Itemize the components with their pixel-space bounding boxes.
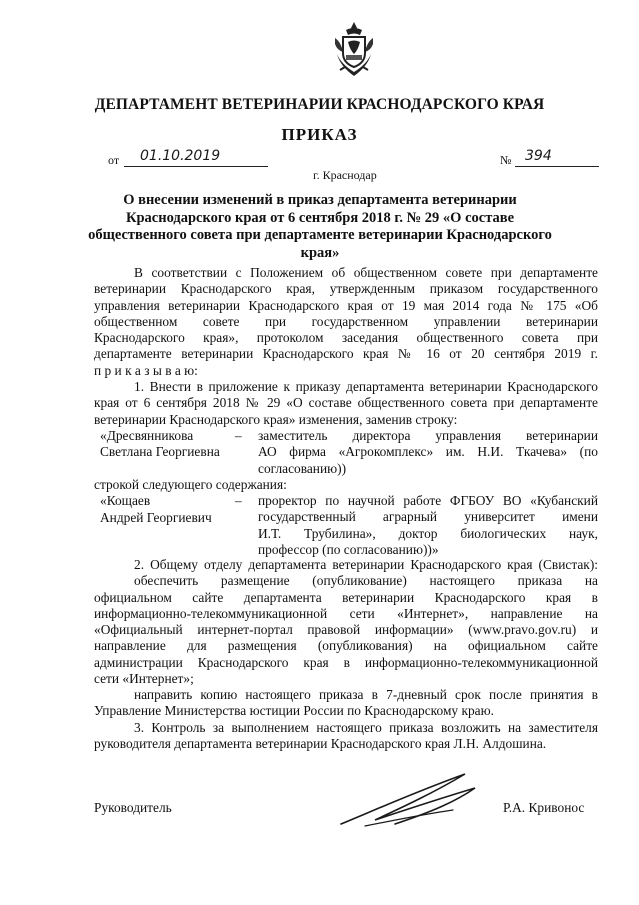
item-1-line: 1. Внести в приложение к приказу департамента ветеринарии Краснодарского xyxy=(134,379,598,394)
old-member-position-line: согласованию)) xyxy=(258,460,347,476)
item-2-line: 2. Общему отделу департамента ветеринарии Краснодарского края (Свистак): xyxy=(134,557,598,572)
item-2-line: направление для размещения (опубликования) на официальном сайте xyxy=(94,638,598,654)
item-2-line: администрации Краснодарского края в информационно-телекоммуникационной xyxy=(94,654,598,670)
preamble-line: общественном совете при государственном управлении ветеринарии xyxy=(94,313,598,329)
new-member-dash: – xyxy=(235,493,242,508)
new-member-surname: «Кощаев xyxy=(100,493,151,508)
old-member-position-line: АО фирма «Агрокомплекс» им. Н.И. Ткачева» (по xyxy=(258,444,598,460)
date-prefix: от xyxy=(108,153,120,167)
number-field xyxy=(515,149,599,167)
item-2-line: сети «Интернет»; xyxy=(94,671,194,687)
old-member-names: Светлана Георгиевна xyxy=(100,444,220,459)
item-2 xyxy=(94,557,598,687)
old-member-position-line: заместитель директора управления ветеринарии xyxy=(258,428,598,443)
department-name: ДЕПАРТАМЕНТ ВЕТЕРИНАРИИ КРАСНОДАРСКОГО КРАЯ xyxy=(94,96,545,113)
signatory-name: Р.А. Кривонос xyxy=(503,800,585,815)
signatory-title: Руководитель xyxy=(94,800,172,815)
item-2b-line: направить копию настоящего приказа в 7-дневный срок после принятия в xyxy=(134,687,598,702)
new-member-position xyxy=(258,493,598,558)
order-subject: О внесении изменений в приказ департамента ветеринарии Краснодарского края от 6 сентября 2018 г. № 29 «О составе общественного совета при департаменте ветеринарии Краснодарского края» xyxy=(88,192,552,261)
handwritten-signature-icon xyxy=(335,770,485,832)
item-2-line: информационно-телекоммуникационной сети «Интернет», направление на xyxy=(94,605,598,621)
item-1-line: ветеринарии Краснодарского края» изменения, заменив строку: xyxy=(94,411,458,427)
preamble-line: департаменте ветеринарии Краснодарского края № 16 от 20 сентября 2019 г. xyxy=(94,346,598,362)
document-type: ПРИКАЗ xyxy=(281,125,358,144)
item-3-line: руководителя департамента ветеринарии Краснодарского края Л.Н. Алдошина. xyxy=(94,736,547,752)
item-2-line: официальном сайте департамента ветеринарии Краснодарского края в xyxy=(94,589,598,605)
new-member-position-line: государственный аграрный университет имени xyxy=(258,509,598,525)
item-1 xyxy=(94,379,598,428)
old-member-surname: «Дресвянникова xyxy=(100,428,194,443)
preamble xyxy=(94,265,598,379)
new-member-position-line: профессор (по согласованию))» xyxy=(258,541,439,557)
old-member-dash: – xyxy=(235,428,242,443)
preamble-line: Краснодарского края», протоколом заседания общественного совета при xyxy=(94,330,598,346)
item-2-line: обеспечить размещение (опубликование) настоящего приказа на xyxy=(134,573,598,589)
preamble-line: управления ветеринарии Краснодарского края от 19 мая 2014 года № 175 «Об xyxy=(94,297,598,313)
new-member-position-line: И.Т. Трубилина», доктор биологических наук, xyxy=(258,525,598,541)
item-1-line: края от 6 сентября 2018 № 29 «О составе общественного совета при департаменте xyxy=(94,395,598,411)
item-3-line: 3. Контроль за выполнением настоящего приказа возложить на заместителя xyxy=(134,720,598,735)
preamble-line: В соответствии с Положением об общественном совете при департаменте xyxy=(134,265,598,280)
new-member-names: Андрей Георгиевич xyxy=(100,510,212,525)
number-value: 394 xyxy=(525,148,552,164)
preamble-line: ветеринарии Краснодарского края, утвержденным приказом государственного xyxy=(94,281,598,297)
item-2b-line: Управление Министерства юстиции России по Краснодарскому краю. xyxy=(94,703,494,719)
number-prefix: № xyxy=(500,153,512,167)
replace-caption: строкой следующего содержания: xyxy=(94,477,287,492)
order-keyword: п р и к а з ы в а ю: xyxy=(94,362,198,378)
item-2-line: «Официальный интернет-портал правовой информации» (www.pravo.gov.ru) и xyxy=(94,622,598,638)
item-3 xyxy=(94,720,598,753)
city: г. Краснодар xyxy=(313,168,377,182)
date-field xyxy=(124,149,268,167)
new-member-position-line: проректор по научной работе ФГБОУ ВО «Кубанский xyxy=(258,493,598,508)
date-value: 01.10.2019 xyxy=(140,148,221,164)
old-member-position xyxy=(258,428,598,477)
item-2b xyxy=(94,687,598,720)
coat-of-arms-icon xyxy=(331,20,377,78)
